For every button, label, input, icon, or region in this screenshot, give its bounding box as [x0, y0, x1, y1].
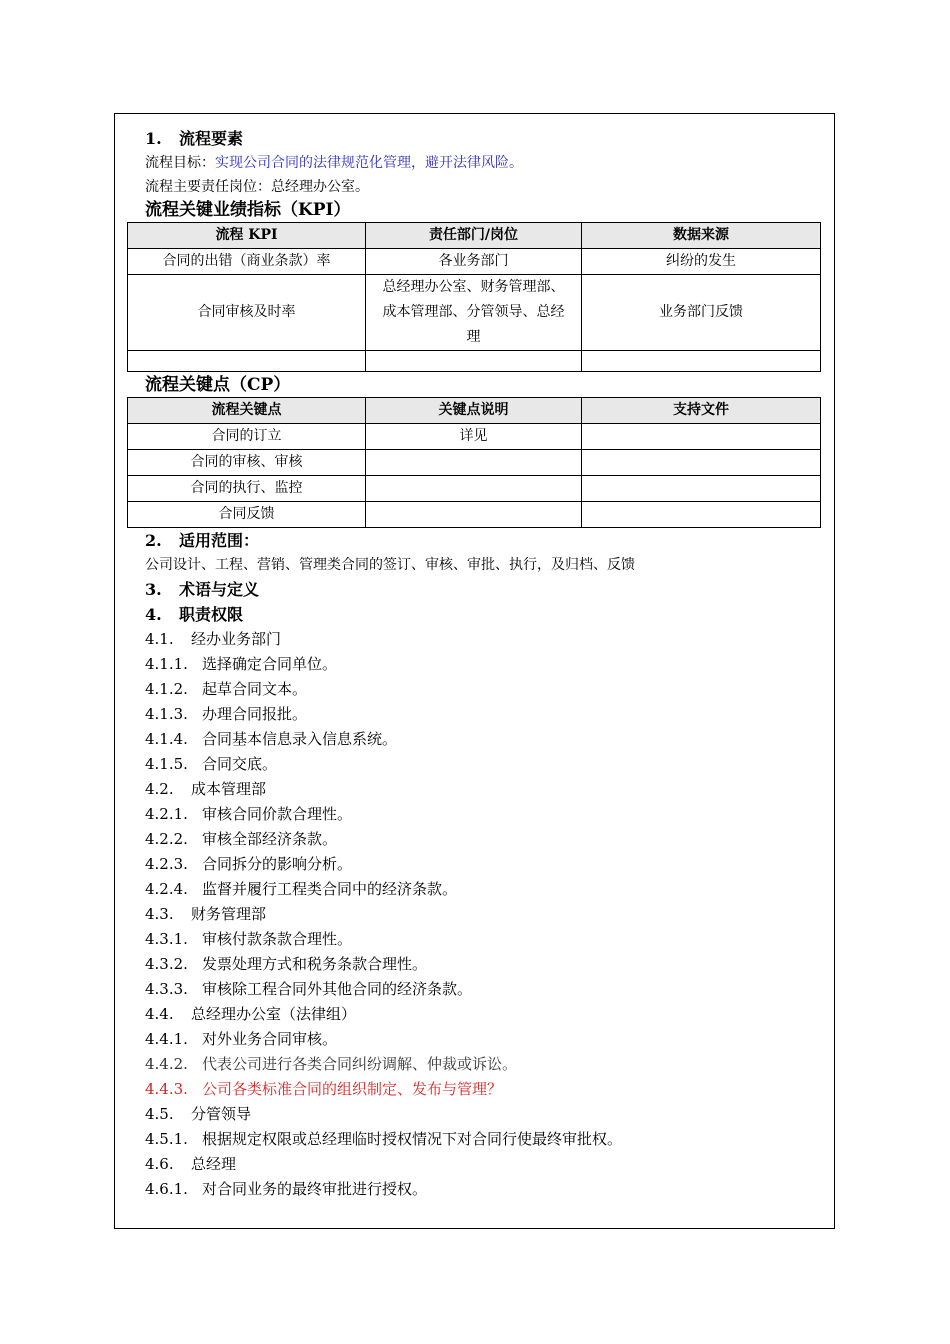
- kpi-header-cell: 数据来源: [582, 223, 821, 249]
- section-title: 流程要素: [179, 129, 244, 148]
- kpi-cell: [128, 351, 366, 372]
- cp-header-cell: 支持文件: [582, 398, 821, 424]
- list-item: [145, 777, 825, 802]
- item-number: 4.1.5.: [145, 755, 188, 773]
- process-goal-label: 流程目标：: [145, 155, 215, 171]
- list-item: [145, 752, 825, 777]
- cp-cell: [582, 476, 821, 502]
- item-number: 4.5.1.: [145, 1130, 188, 1148]
- responsibility-list: [145, 627, 825, 1202]
- item-number: 4.6.1.: [145, 1180, 188, 1198]
- cp-cell: 详见: [366, 424, 582, 450]
- item-number: 4.4.1.: [145, 1030, 188, 1048]
- list-item: [145, 1152, 825, 1177]
- list-item: [145, 1027, 825, 1052]
- item-text: 成本管理部: [191, 780, 267, 798]
- cp-cell: 合同的订立: [128, 424, 366, 450]
- kpi-cell: 纠纷的发生: [582, 249, 821, 275]
- item-text: 分管领导: [191, 1105, 252, 1123]
- kpi-table: [127, 222, 821, 372]
- kpi-row: [128, 275, 821, 351]
- cp-cell: [366, 502, 582, 528]
- item-number: 4.3.: [145, 905, 174, 923]
- item-number: 4.1.2.: [145, 680, 188, 698]
- item-text: 经办业务部门: [191, 630, 282, 648]
- cp-row: [128, 502, 821, 528]
- item-text: 财务管理部: [191, 905, 267, 923]
- item-text: 对外业务合同审核。: [202, 1030, 338, 1048]
- list-item: [145, 852, 825, 877]
- item-number: 4.4.2.: [145, 1055, 188, 1073]
- item-text: 对合同业务的最终审批进行授权。: [202, 1180, 428, 1198]
- list-item: [145, 977, 825, 1002]
- document-frame: [114, 113, 835, 1229]
- kpi-header-cell: 流程 KPI: [128, 223, 366, 249]
- item-text: 审核除工程合同外其他合同的经济条款。: [202, 980, 473, 998]
- kpi-header-row: [128, 223, 821, 249]
- kpi-cell: [582, 351, 821, 372]
- item-number: 4.2.3.: [145, 855, 188, 873]
- item-number: 4.2.2.: [145, 830, 188, 848]
- item-text: 总经理: [191, 1155, 237, 1173]
- item-number: 4.2.: [145, 780, 174, 798]
- item-number: 4.6.: [145, 1155, 174, 1173]
- item-text: 发票处理方式和税务条款合理性。: [202, 955, 428, 973]
- item-text: 选择确定合同单位。: [202, 655, 338, 673]
- item-text: 监督并履行工程类合同中的经济条款。: [202, 880, 458, 898]
- cp-cell: [582, 450, 821, 476]
- cp-header-cell: 关键点说明: [366, 398, 582, 424]
- kpi-title: 流程关键业绩指标（KPI）: [145, 200, 351, 220]
- item-text: 公司各类标准合同的组织制定、发布与管理？: [202, 1080, 503, 1098]
- cp-row: [128, 476, 821, 502]
- section-number: 1.: [145, 129, 162, 148]
- cp-table: [127, 397, 821, 528]
- cp-header-row: [128, 398, 821, 424]
- item-text: 审核全部经济条款。: [202, 830, 338, 848]
- section-number: 4.: [145, 605, 162, 624]
- cp-cell: 合同的执行、监控: [128, 476, 366, 502]
- item-number: 4.3.1.: [145, 930, 188, 948]
- item-text: 合同基本信息录入信息系统。: [202, 730, 398, 748]
- kpi-row: [128, 351, 821, 372]
- list-item: [145, 677, 825, 702]
- item-text: 办理合同报批。: [202, 705, 308, 723]
- item-number: 4.4.: [145, 1005, 174, 1023]
- item-number: 4.5.: [145, 1105, 174, 1123]
- cp-row: [128, 424, 821, 450]
- section-number: 2.: [145, 531, 162, 550]
- cp-cell: 合同反馈: [128, 502, 366, 528]
- cp-row: [128, 450, 821, 476]
- list-item: [145, 902, 825, 927]
- scope-text: 公司设计、工程、营销、管理类合同的签订、审核、审批、执行，及归档、反馈: [145, 557, 635, 573]
- cp-header-cell: 流程关键点: [128, 398, 366, 424]
- item-number: 4.3.2.: [145, 955, 188, 973]
- list-item: [145, 802, 825, 827]
- item-number: 4.1.: [145, 630, 174, 648]
- section-title: 适用范围：: [179, 531, 260, 550]
- section-1-heading: [145, 126, 825, 151]
- cp-cell: [582, 424, 821, 450]
- kpi-cell: 合同审核及时率: [128, 275, 366, 351]
- item-text: 审核合同价款合理性。: [202, 805, 353, 823]
- section-4-heading: [145, 602, 825, 627]
- list-item: [145, 702, 825, 727]
- list-item: [145, 1177, 825, 1202]
- list-item: [145, 877, 825, 902]
- item-number: 4.4.3.: [145, 1080, 188, 1098]
- process-goal: [145, 151, 825, 175]
- item-text: 合同拆分的影响分析。: [202, 855, 353, 873]
- process-goal-text: 实现公司合同的法律规范化管理，避开法律风险。: [215, 155, 523, 171]
- list-item: [145, 827, 825, 852]
- kpi-cell: [366, 351, 582, 372]
- kpi-header-cell: 责任部门/岗位: [366, 223, 582, 249]
- section-title: 职责权限: [179, 605, 244, 624]
- list-item: [145, 952, 825, 977]
- kpi-cell: 合同的出错（商业条款）率: [128, 249, 366, 275]
- process-owner: 流程主要责任岗位：总经理办公室。: [145, 179, 369, 195]
- kpi-cell: 业务部门反馈: [582, 275, 821, 351]
- kpi-cell: 各业务部门: [366, 249, 582, 275]
- cp-title: 流程关键点（CP）: [145, 375, 291, 395]
- cp-cell: 合同的审核、审核: [128, 450, 366, 476]
- list-item: [145, 1102, 825, 1127]
- item-text: 审核付款条款合理性。: [202, 930, 353, 948]
- cp-cell: [366, 476, 582, 502]
- item-number: 4.1.3.: [145, 705, 188, 723]
- section-title: 术语与定义: [179, 580, 260, 599]
- item-text: 起草合同文本。: [202, 680, 308, 698]
- item-number: 4.1.4.: [145, 730, 188, 748]
- item-number: 4.2.4.: [145, 880, 188, 898]
- item-number: 4.1.1.: [145, 655, 188, 673]
- list-item: [145, 1052, 825, 1077]
- cp-cell: [366, 450, 582, 476]
- list-item: [145, 1127, 825, 1152]
- kpi-row: [128, 249, 821, 275]
- item-number: 4.2.1.: [145, 805, 188, 823]
- item-number: 4.3.3.: [145, 980, 188, 998]
- list-item: [145, 1002, 825, 1027]
- item-text: 根据规定权限或总经理临时授权情况下对合同行使最终审批权。: [202, 1130, 623, 1148]
- item-text: 代表公司进行各类合同纠纷调解、仲裁或诉讼。: [202, 1055, 518, 1073]
- section-3-heading: [145, 577, 825, 602]
- list-item: [145, 652, 825, 677]
- item-text: 总经理办公室（法律组）: [191, 1005, 357, 1023]
- document-content: [145, 126, 825, 1202]
- list-item: [145, 727, 825, 752]
- kpi-cell: 总经理办公室、财务管理部、成本管理部、分管领导、总经理: [366, 275, 582, 351]
- section-2-heading: [145, 528, 825, 553]
- list-item: [145, 1077, 825, 1102]
- list-item: [145, 627, 825, 652]
- cp-cell: [582, 502, 821, 528]
- item-text: 合同交底。: [202, 755, 278, 773]
- list-item: [145, 927, 825, 952]
- section-number: 3.: [145, 580, 162, 599]
